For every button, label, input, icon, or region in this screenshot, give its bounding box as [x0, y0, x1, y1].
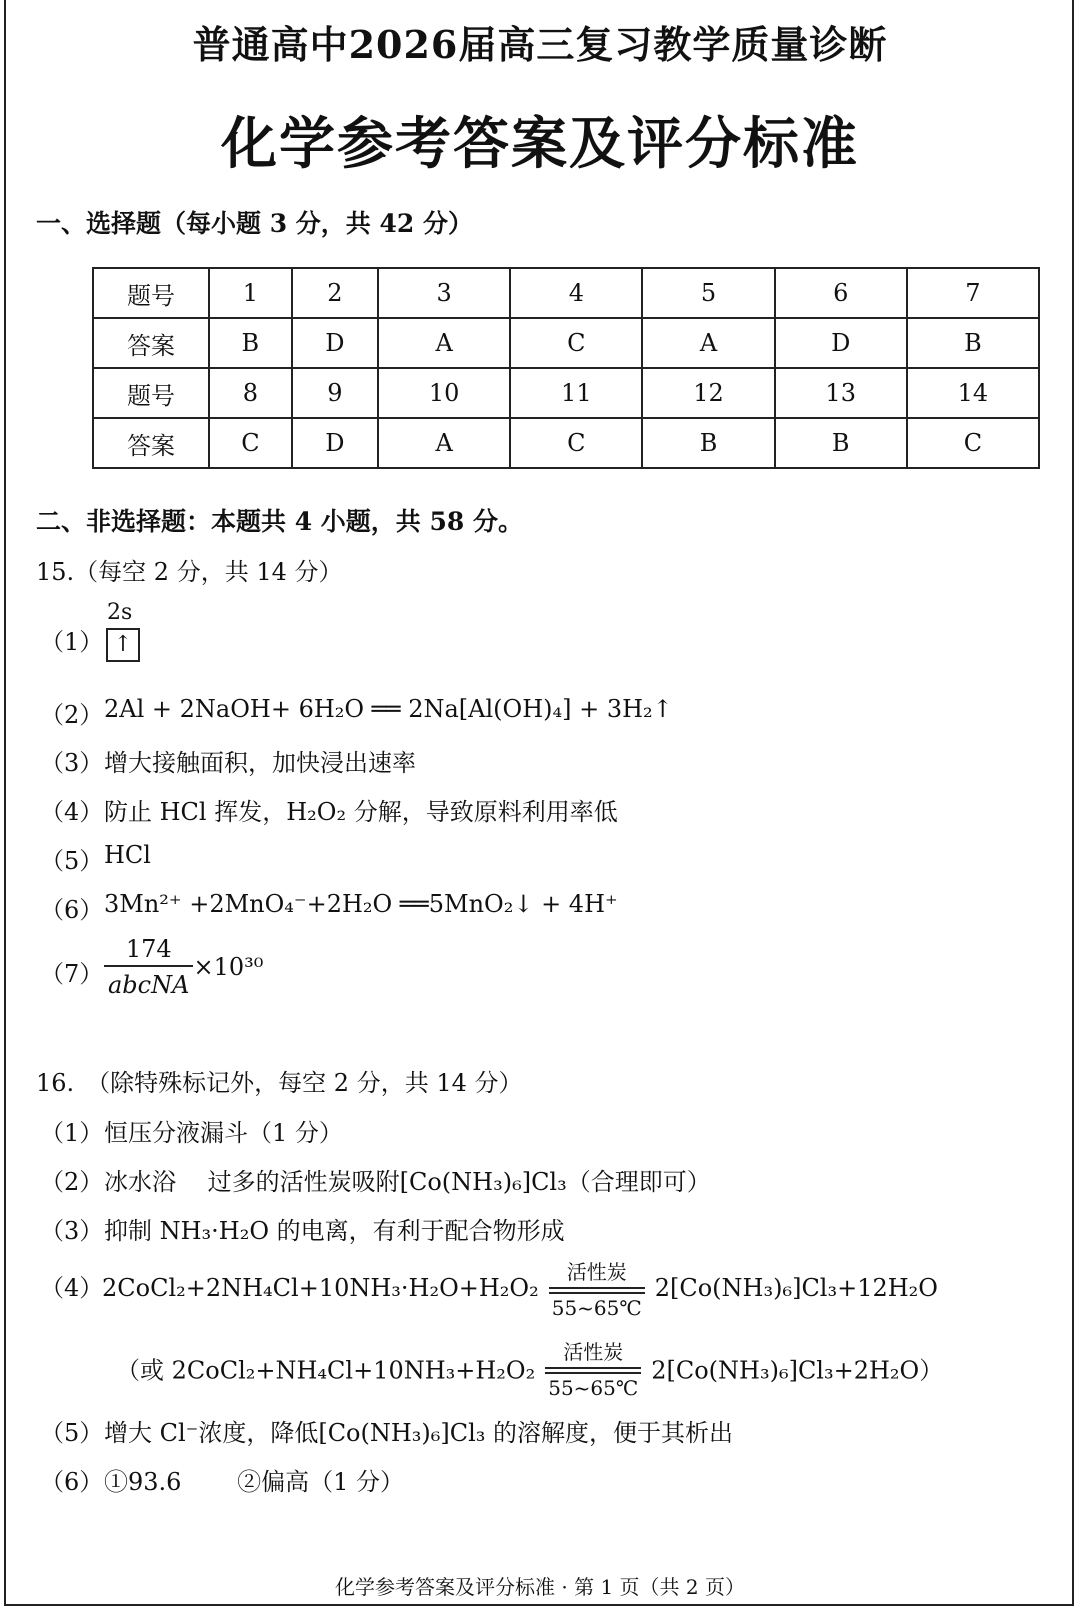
- orbital-box: [106, 628, 140, 662]
- q16-p1-text: 恒压分液漏斗（1 分）: [104, 1119, 343, 1147]
- q16-p2-label: （2）: [40, 1168, 104, 1196]
- q15-p2-label: （2）: [40, 701, 104, 729]
- table-cell: 4: [510, 268, 642, 318]
- table-cell: 12: [642, 368, 774, 418]
- table-cell: 3: [378, 268, 510, 318]
- section-2-heading: 二、非选择题：本题共 4 小题，共 58 分。: [36, 507, 524, 536]
- q16-p5-label: （5）: [40, 1419, 104, 1447]
- table-cell: C: [209, 418, 292, 468]
- temperature-label: 55~65℃: [548, 1376, 639, 1400]
- fraction-multiplier: ×10³⁰: [193, 953, 264, 981]
- q16-p4-alt-equation: [116, 1336, 943, 1400]
- q16-p4-label: （4）: [40, 1274, 104, 1302]
- table-cell: A: [378, 318, 510, 368]
- page-footer: 化学参考答案及评分标准 · 第 1 页（共 2 页）: [335, 1575, 745, 1599]
- table-cell: A: [642, 318, 774, 368]
- table-cell: D: [292, 418, 378, 468]
- table-cell: 6: [775, 268, 907, 318]
- q16-p1-label: （1）: [40, 1119, 104, 1147]
- table-cell: B: [642, 418, 774, 468]
- table-cell: B: [775, 418, 907, 468]
- table-cell: C: [510, 418, 642, 468]
- q15-p7-label: （7）: [40, 960, 104, 988]
- q16-title: 16. （除特殊标记外，每空 2 分，共 14 分）: [36, 1069, 523, 1097]
- table-cell: 5: [642, 268, 774, 318]
- fraction-numerator: 174: [104, 935, 193, 967]
- answer-table: [92, 267, 1040, 469]
- equation-products: 2[Co(NH₃)₆]Cl₃+12H₂O: [654, 1274, 938, 1302]
- q15-p5-label: （5）: [40, 847, 104, 875]
- table-cell: D: [775, 318, 907, 368]
- table-row: [93, 318, 1039, 368]
- q15-p3-text: 增大接触面积，加快浸出速率: [104, 749, 416, 777]
- q16-p4-equation: [102, 1256, 938, 1320]
- table-cell: 10: [378, 368, 510, 418]
- q15-p2-equation: 2Al + 2NaOH+ 6H₂O ══ 2Na[Al(OH)₄] + 3H₂↑: [104, 695, 673, 723]
- row-label: 题号: [93, 268, 209, 318]
- catalyst-label: 活性炭: [563, 1340, 624, 1364]
- table-cell: 2: [292, 268, 378, 318]
- q15-p6-equation: 3Mn²⁺ +2MnO₄⁻+2H₂O ══5MnO₂↓ + 4H⁺: [104, 890, 618, 918]
- table-cell: 8: [209, 368, 292, 418]
- table-cell: A: [378, 418, 510, 468]
- row-label: 题号: [93, 368, 209, 418]
- row-label: 答案: [93, 418, 209, 468]
- reaction-condition: [549, 1256, 645, 1320]
- q16-p2-text: 冰水浴 过多的活性炭吸附[Co(NH₃)₆]Cl₃（合理即可）: [104, 1168, 711, 1196]
- q15-p4-text: 防止 HCl 挥发，H₂O₂ 分解，导致原料利用率低: [104, 798, 618, 826]
- q16-p3-label: （3）: [40, 1217, 104, 1245]
- q16-p5-text: 增大 Cl⁻浓度，降低[Co(NH₃)₆]Cl₃ 的溶解度，便于其析出: [104, 1419, 734, 1447]
- table-cell: C: [510, 318, 642, 368]
- q16-p3-text: 抑制 NH₃·H₂O 的电离，有利于配合物形成: [104, 1217, 565, 1245]
- up-arrow-icon: ↑: [106, 628, 140, 662]
- equals-bar: [545, 1367, 641, 1374]
- fraction: [104, 935, 193, 999]
- table-cell: B: [907, 318, 1039, 368]
- q15-title: 15.（每空 2 分，共 14 分）: [36, 558, 343, 586]
- temperature-label: 55~65℃: [551, 1296, 642, 1320]
- table-row: [93, 268, 1039, 318]
- table-cell: 9: [292, 368, 378, 418]
- orbital-label: 2s: [107, 600, 133, 625]
- table-cell: D: [292, 318, 378, 368]
- q15-p4-label: （4）: [40, 798, 104, 826]
- equals-bar: [549, 1287, 645, 1294]
- table-cell: 7: [907, 268, 1039, 318]
- reaction-condition: [545, 1336, 641, 1400]
- table-cell: 1: [209, 268, 292, 318]
- q15-p3-label: （3）: [40, 749, 104, 777]
- q15-p6-label: （6）: [40, 896, 104, 924]
- equation-reactants: （或 2CoCl₂+NH₄Cl+10NH₃+H₂O₂: [116, 1356, 536, 1385]
- table-cell: 11: [510, 368, 642, 418]
- table-cell: 14: [907, 368, 1039, 418]
- fraction-denominator: abcNA: [108, 971, 190, 999]
- table-cell: C: [907, 418, 1039, 468]
- equation-reactants: 2CoCl₂+2NH₄Cl+10NH₃·H₂O+H₂O₂: [102, 1274, 539, 1302]
- equation-products: 2[Co(NH₃)₆]Cl₃+2H₂O）: [651, 1356, 944, 1385]
- q16-p6-text: ①93.6 ②偏高（1 分）: [104, 1468, 404, 1496]
- document-title: 化学参考答案及评分标准: [221, 111, 859, 177]
- table-row: [93, 368, 1039, 418]
- table-cell: B: [209, 318, 292, 368]
- q15-p7-expression: [104, 935, 263, 999]
- table-row: [93, 418, 1039, 468]
- q15-p1-label: （1）: [40, 628, 104, 656]
- q15-p5-text: HCl: [104, 841, 151, 869]
- table-cell: 13: [775, 368, 907, 418]
- exam-title: 普通高中2026届高三复习教学质量诊断: [192, 22, 888, 67]
- q16-p6-label: （6）: [40, 1468, 104, 1496]
- catalyst-label: 活性炭: [566, 1260, 627, 1284]
- section-1-heading: 一、选择题（每小题 3 分，共 42 分）: [36, 209, 474, 238]
- row-label: 答案: [93, 318, 209, 368]
